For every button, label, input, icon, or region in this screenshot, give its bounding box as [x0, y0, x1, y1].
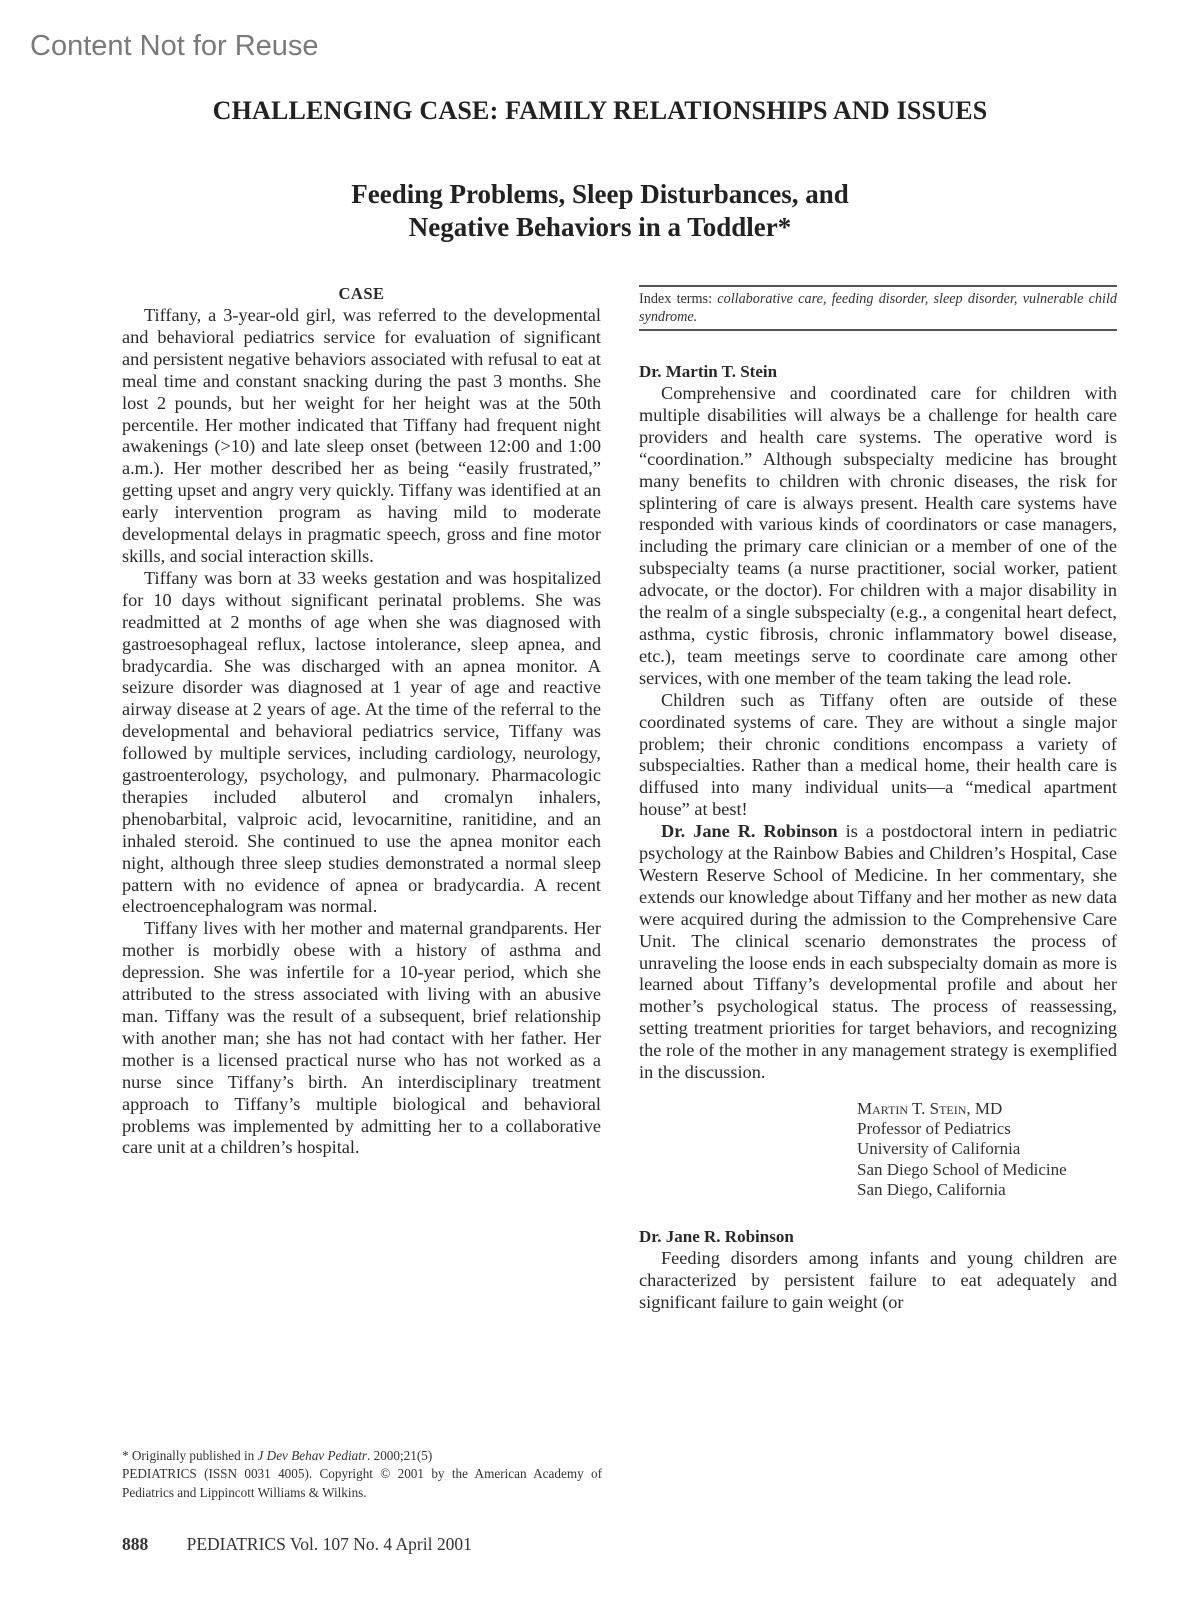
- case-heading: CASE: [338, 284, 385, 303]
- commentary-author-stein: Dr. Martin T. Stein: [639, 362, 778, 381]
- signature-location: San Diego, California: [857, 1179, 1006, 1199]
- commentary-author-robinson: Dr. Jane R. Robinson: [639, 1227, 794, 1247]
- footnote-journal: J Dev Behav Pediatr: [257, 1448, 368, 1463]
- signature-title: Professor of Pediatrics: [857, 1119, 1011, 1139]
- robinson-name-bold: Dr. Jane R. Robinson: [661, 821, 838, 842]
- journal-citation: PEDIATRICS Vol. 107 No. 4 April 2001: [186, 1534, 472, 1554]
- robinson-paragraph-1: Feeding disorders among infants and young children are characterized by persistent failure to eat adequately and significant failure to gain weight (or: [639, 1248, 1117, 1312]
- section-heading: CHALLENGING CASE: FAMILY RELATIONSHIPS AND ISSUES: [212, 96, 988, 125]
- article-title-line-1: Feeding Problems, Sleep Disturbances, and: [351, 179, 849, 209]
- footnote-copyright: PEDIATRICS (ISSN 0031 4005). Copyright © 2001 by the American Academy of Pediatrics and Lippincott Williams & Wilkins.: [122, 1466, 602, 1500]
- article-title: [0, 178, 1200, 244]
- index-terms-list: collaborative care, feeding disorder, sleep disorder, vulnerable child syndrome.: [639, 291, 1118, 325]
- case-paragraph-1: Tiffany, a 3-year-old girl, was referred to the developmental and behavioral pediatrics service for evaluation of significant and persistent negative behaviors associated with refusal to eat at meal time and constant snacking during the past 3 months. She lost 2 pounds, but her weight for her height was at the 50th percentile. Her mother indicated that Tiffany had frequent night awakenings (>10) and late sleep onset (between 12:00 and 1:00 a.m.). Her mother described her as being “easily frustrated,” getting upset and angry very quickly. Tiffany was identified at an early intervention program as having mild to moderate developmental delays in pragmatic speech, gross and fine motor skills, and social interaction skills.: [122, 305, 601, 566]
- footnote: [122, 1447, 602, 1502]
- stein-paragraph-3: Dr. Jane R. Robinson is a postdoctoral intern in pediatric psychology at the Rainbow Babies and Children’s Hospital, Case Western Reserve School of Medicine. In her commentary, she extends our knowledge about Tiffany and her mother as new data were acquired during the admission to the Comprehensive Care Unit. The clinical scenario demonstrates the process of unraveling the loose ends in each subspecialty domain as more is learned about Tiffany’s developmental profile and about her mother’s psychological status. The process of reassessing, setting treatment priorities for target behaviors, and recognizing the role of the mother in any management strategy is exemplified in the discussion.: [639, 821, 1117, 1083]
- footnote-origin: * Originally published in J Dev Behav Pediatr. 2000;21(5): [122, 1448, 433, 1463]
- signature-name: Martin T. Stein, MD: [857, 1099, 1003, 1118]
- stein-paragraph-2: Children such as Tiffany often are outside of these coordinated systems of care. They are without a single major problem; their chronic conditions encompass a variety of subspecialties. Rather than a medical home, their health care is diffused into many individual units—a “medical apartment house” at best!: [639, 689, 1117, 820]
- case-paragraph-2: Tiffany was born at 33 weeks gestation and was hospitalized for 10 days without significant perinatal problems. She was readmitted at 2 months of age when she was diagnosed with gastroesophageal reflux, lactose intolerance, sleep apnea, and bradycardia. She was discharged with an apnea monitor. A seizure disorder was diagnosed at 1 year of age and reactive airway disease at 2 years of age. At the time of the referral to the developmental and behavioral pediatrics service, Tiffany was followed by multiple services, including cardiology, neurology, gastroenterology, psychology, and pulmonary. Pharmacologic therapies included albuterol and cromalyn inhalers, phenobarbital, valproic acid, levocarnitine, ranitidine, and an inhaled steroid. She continued to use the apnea monitor each night, although three sleep studies demonstrated a normal sleep pattern with no evidence of apnea or bradycardia. A recent electroencephalogram was normal.: [122, 567, 601, 917]
- signature-school: San Diego School of Medicine: [857, 1159, 1067, 1179]
- case-paragraph-3: Tiffany lives with her mother and maternal grandparents. Her mother is morbidly obese with a history of asthma and depression. She was infertile for a 10-year period, which she attributed to the stress associated with living with an abusive man. Tiffany was the result of a subsequent, brief relationship with another man; she has not had contact with her father. Her mother is a licensed practical nurse who has not worked as a nurse since Tiffany’s birth. An interdisciplinary treatment approach to Tiffany’s multiple biological and behavioral problems was implemented by admitting her to a collaborative care unit at a children’s hospital.: [122, 918, 601, 1158]
- watermark: Content Not for Reuse: [30, 30, 319, 62]
- left-column: [122, 283, 601, 1159]
- page-number: 888: [122, 1534, 149, 1554]
- right-column: [639, 283, 1117, 1314]
- stein-paragraph-1: Comprehensive and coordinated care for children with multiple disabilities will always be a challenge for health care providers and health care systems. The operative word is “coordination.” Although subspecialty medicine has brought many benefits to children with chronic diseases, the risk for splintering of care is always present. Health care systems have responded with various kinds of coordinators or case managers, including the primary care clinician or a member of one of the subspecialty teams (a nurse practitioner, social worker, patient advocate, or the doctor). For children with a major disability in the realm of a single subspecialty (e.g., a congenital heart defect, asthma, cystic fibrosis, chronic inflammatory bowel disease, etc.), team meetings serve to coordinate care among other services, with one member of the team taking the lead role.: [639, 383, 1117, 688]
- article-title-line-2: Negative Behaviors in a Toddler*: [408, 212, 792, 242]
- index-terms-box: [639, 285, 1117, 331]
- author-signature: [857, 1099, 1117, 1200]
- signature-institution: University of California: [857, 1139, 1021, 1159]
- index-terms-label: Index terms:: [639, 291, 718, 307]
- page-footer: [122, 1534, 472, 1555]
